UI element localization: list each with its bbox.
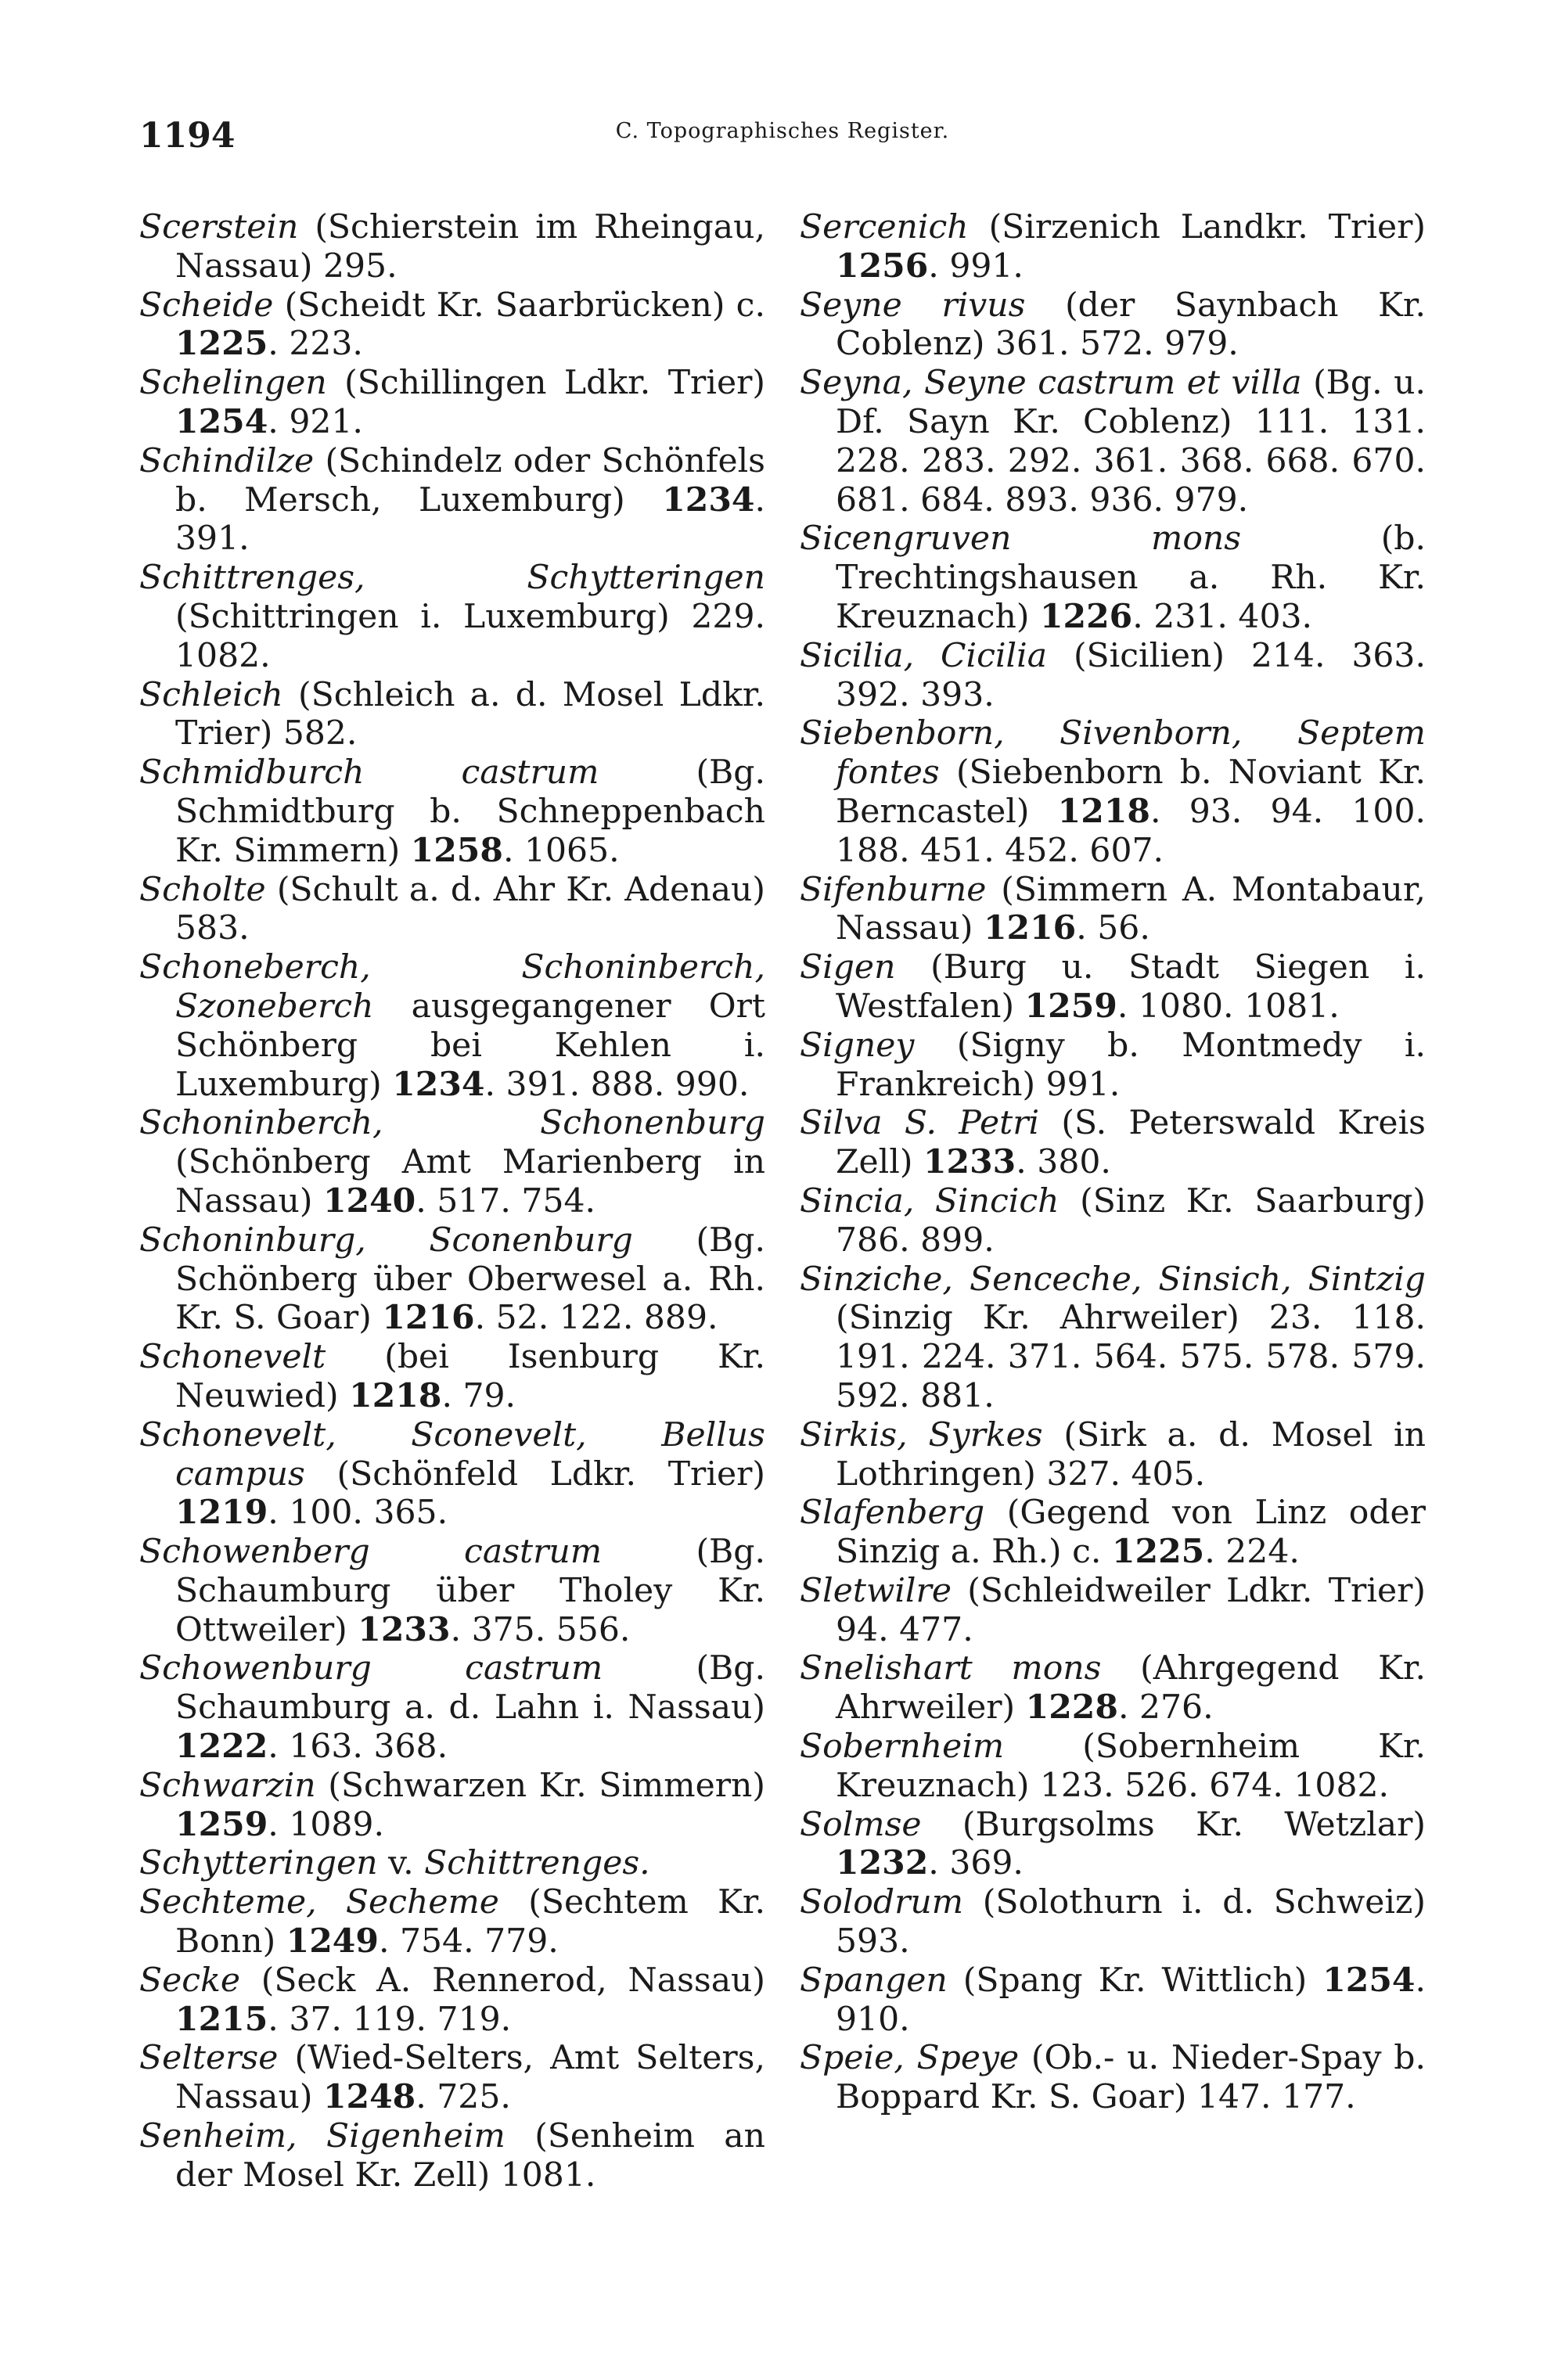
index-entry bbox=[800, 1026, 1426, 1105]
entry-text: (Sobernheim Kr. Kreuznach) 123. 526. 674. 1082. bbox=[836, 1727, 1426, 1805]
entry-text: (Schillingen Ldkr. Trier) bbox=[326, 364, 765, 403]
index-entry bbox=[139, 2039, 765, 2117]
entry-headword: Scerstein bbox=[139, 208, 299, 246]
entry-text: (Seck A. Rennerod, Nassau) bbox=[239, 1961, 765, 2000]
entry-year: 1216 bbox=[382, 1298, 475, 1338]
entry-headword: Schonevelt, Sconevelt, Bellus campus bbox=[139, 1415, 765, 1494]
entry-year: 1240 bbox=[322, 1181, 416, 1221]
entry-text: (Bg. u. Df. Sayn Kr. Coblenz) 111. 131. 228. 283. 292. 361. 368. 668. 670. 681. 684. 893. 936. 979. bbox=[836, 364, 1426, 520]
entry-headword: Schytteringen bbox=[139, 1844, 378, 1883]
index-entry bbox=[800, 714, 1426, 870]
entry-references: . 231. 403. bbox=[1132, 597, 1313, 636]
entry-headword: Sigen bbox=[800, 948, 896, 987]
index-entry bbox=[139, 1883, 765, 1961]
index-entry bbox=[800, 1260, 1426, 1416]
entry-text: (Schönfeld Ldkr. Trier) bbox=[304, 1454, 765, 1494]
entry-year: 1218 bbox=[349, 1375, 442, 1415]
entry-headword: Selterse bbox=[139, 2039, 279, 2078]
entry-text: (S. Peterswald Kreis Zell) bbox=[836, 1104, 1426, 1182]
entry-headword: Speie, Speye bbox=[800, 2039, 1020, 2078]
entry-text: (Signy b. Montmedy i. Frankreich) 991. bbox=[836, 1026, 1426, 1104]
entry-text: (Schindelz oder Schönfels b. Mersch, Luxemburg) bbox=[175, 441, 765, 520]
entry-text: (Gegend von Linz oder Sinzig a. Rh.) c. bbox=[836, 1494, 1426, 1572]
index-entry bbox=[139, 871, 765, 949]
entry-references: . 276. bbox=[1117, 1688, 1214, 1727]
entry-headword: Sifenburne bbox=[800, 870, 987, 909]
index-column-right bbox=[800, 208, 1426, 2117]
entry-references: . 369. bbox=[928, 1844, 1024, 1883]
index-entry bbox=[800, 1883, 1426, 1961]
entry-headword: Sicengruven mons bbox=[800, 520, 1242, 559]
entry-text: (Senheim an der Mosel Kr. Zell) 1081. bbox=[175, 2117, 765, 2195]
index-entry bbox=[800, 948, 1426, 1026]
entry-references: . 391. 888. 990. bbox=[484, 1065, 750, 1104]
entry-year: 1259 bbox=[1024, 986, 1117, 1026]
entry-headword: Sletwilre bbox=[800, 1571, 952, 1610]
index-entry bbox=[800, 871, 1426, 949]
entry-year: 1225 bbox=[175, 324, 268, 364]
entry-text: (Sinz Kr. Saarburg) 786. 899. bbox=[836, 1181, 1426, 1260]
entry-year: 1234 bbox=[392, 1064, 485, 1104]
entry-headword: Senheim, Sigenheim bbox=[139, 2117, 505, 2156]
entry-headword: Solmse bbox=[800, 1805, 922, 1844]
entry-year: 1234 bbox=[662, 480, 755, 520]
index-entry bbox=[139, 753, 765, 870]
entry-text: (Spang Kr. Wittlich) bbox=[947, 1961, 1323, 2000]
index-entry bbox=[139, 676, 765, 754]
entry-text: (Schult a. d. Ahr Kr. Adenau) 583. bbox=[175, 870, 765, 948]
entry-references: . 56. bbox=[1076, 909, 1150, 948]
entry-headword: Sinziche, Senceche, Sinsich, Sintzig bbox=[800, 1260, 1426, 1299]
entry-headword: Schoneberch, Schoninberch, Szoneberch bbox=[139, 948, 765, 1026]
entry-text: (der Saynbach Kr. Coblenz) 361. 572. 979. bbox=[836, 286, 1426, 364]
index-entry bbox=[139, 1844, 765, 1883]
entry-headword: Siebenborn, Sivenborn, Septem fontes bbox=[800, 714, 1426, 793]
entry-references: . 37. 119. 719. bbox=[268, 2000, 512, 2039]
entry-headword: Slafenberg bbox=[800, 1494, 985, 1533]
entry-year: 1233 bbox=[358, 1609, 451, 1649]
index-entry bbox=[139, 559, 765, 675]
index-entry bbox=[800, 1104, 1426, 1182]
index-entry bbox=[139, 948, 765, 1104]
entry-headword: Sobernheim bbox=[800, 1727, 1005, 1767]
entry-text: (Simmern A. Montabaur, Nassau) bbox=[836, 870, 1426, 948]
entry-headword: Seyna, Seyne castrum et villa bbox=[800, 364, 1302, 403]
entry-text: (Burg u. Stadt Siegen i. Westfalen) bbox=[836, 948, 1426, 1026]
entry-headword: Secke bbox=[139, 1961, 240, 2000]
entry-text: (Sirk a. d. Mosel in Lothringen) 327. 405. bbox=[836, 1415, 1426, 1494]
index-column-left bbox=[139, 208, 765, 2195]
index-entry bbox=[800, 1961, 1426, 2040]
entry-text: (Schönberg Amt Marienberg in Nassau) bbox=[175, 1143, 765, 1221]
entry-cross-reference: Schittrenges. bbox=[424, 1844, 650, 1883]
entry-headword: Sirkis, Syrkes bbox=[800, 1415, 1043, 1454]
entry-headword: Schoninburg, Sconenburg bbox=[139, 1221, 633, 1260]
entry-headword: Signey bbox=[800, 1026, 915, 1065]
entry-headword: Schindilze bbox=[139, 441, 315, 480]
entry-text: (Schleich a. d. Mosel Ldkr. Trier) 582. bbox=[175, 675, 765, 753]
entry-headword: Schmidburch castrum bbox=[139, 753, 599, 793]
running-title: C. Topographisches Register. bbox=[615, 119, 950, 143]
entry-text: (Bg. Schönberg über Oberwesel a. Rh. Kr. S. Goar) bbox=[175, 1221, 765, 1338]
entry-year: 1254 bbox=[1322, 1960, 1416, 2000]
entry-headword: Schowenburg castrum bbox=[139, 1649, 603, 1688]
entry-headword: Schoninberch, Schonenburg bbox=[139, 1104, 765, 1143]
entry-year: 1225 bbox=[1111, 1532, 1205, 1572]
entry-references: . 991. bbox=[928, 246, 1024, 286]
index-entry bbox=[139, 364, 765, 442]
entry-text: (Sinzig Kr. Ahrweiler) 23. 118. 191. 224. 371. 564. 575. 578. 579. 592. 881. bbox=[836, 1299, 1426, 1415]
page-number: 1194 bbox=[139, 116, 236, 156]
entry-headword: Silva S. Petri bbox=[800, 1104, 1040, 1143]
entry-headword: Schonevelt bbox=[139, 1338, 326, 1377]
index-entry bbox=[800, 1727, 1426, 1806]
entry-headword: Schleich bbox=[139, 675, 283, 714]
entry-year: 1219 bbox=[175, 1493, 268, 1533]
entry-headword: Seyne rivus bbox=[800, 286, 1026, 325]
entry-headword: Spangen bbox=[800, 1961, 948, 2000]
entry-year: 1215 bbox=[175, 1999, 268, 2039]
entry-text: (Schleidweiler Ldkr. Trier) 94. 477. bbox=[836, 1571, 1426, 1649]
entry-text: (Burgsolms Kr. Wetzlar) bbox=[921, 1805, 1426, 1844]
index-entry bbox=[139, 2117, 765, 2195]
entry-text: (Scheidt Kr. Saarbrücken) c. bbox=[273, 286, 765, 325]
entry-references: . 79. bbox=[441, 1376, 516, 1415]
entry-year: 1218 bbox=[1057, 791, 1150, 831]
index-entry bbox=[139, 1649, 765, 1766]
entry-text: (Ahrgegend Kr. Ahrweiler) bbox=[836, 1649, 1426, 1727]
entry-references: . 224. bbox=[1204, 1533, 1300, 1572]
entry-references: . 163. 368. bbox=[268, 1727, 448, 1767]
index-entry bbox=[800, 1806, 1426, 1884]
entry-text: (Solothurn i. d. Schweiz) 593. bbox=[836, 1883, 1426, 1961]
entry-text: (Sechtem Kr. Bonn) bbox=[175, 1883, 765, 1961]
index-entry bbox=[139, 286, 765, 365]
entry-text: (Siebenborn b. Noviant Kr. Berncastel) bbox=[836, 753, 1426, 831]
index-entry bbox=[139, 442, 765, 559]
index-entry bbox=[139, 1961, 765, 2040]
index-entry bbox=[139, 1416, 765, 1533]
entry-text: (Schittringen i. Luxemburg) 229. 1082. bbox=[175, 597, 765, 675]
entry-year: 1226 bbox=[1039, 596, 1133, 636]
entry-text: (Schwarzen Kr. Simmern) bbox=[315, 1766, 765, 1805]
entry-headword: Sercenich bbox=[800, 208, 969, 246]
entry-references: . 921. bbox=[268, 402, 363, 441]
entry-year: 1232 bbox=[836, 1843, 929, 1883]
entry-references: . 517. 754. bbox=[416, 1181, 596, 1221]
index-entry bbox=[139, 1104, 765, 1221]
index-entry bbox=[800, 1416, 1426, 1494]
entry-year: 1233 bbox=[923, 1142, 1016, 1182]
entry-headword: Sechteme, Secheme bbox=[139, 1883, 499, 1922]
entry-text: (bei Isenburg Kr. Neuwied) bbox=[175, 1338, 765, 1415]
index-entry bbox=[800, 520, 1426, 636]
entry-text: (Bg. Schaumburg a. d. Lahn i. Nassau) bbox=[175, 1649, 765, 1727]
index-entry bbox=[800, 2039, 1426, 2117]
entry-year: 1222 bbox=[175, 1727, 268, 1767]
index-entry bbox=[139, 1221, 765, 1338]
index-entry bbox=[800, 286, 1426, 365]
entry-references: . 375. 556. bbox=[450, 1610, 631, 1649]
entry-year: 1228 bbox=[1025, 1688, 1118, 1727]
entry-text: (Schierstein im Rheingau, Nassau) 295. bbox=[175, 208, 765, 286]
index-entry bbox=[800, 1649, 1426, 1727]
index-entry bbox=[139, 1533, 765, 1649]
entry-year: 1259 bbox=[175, 1804, 268, 1844]
entry-headword: Snelishart mons bbox=[800, 1649, 1102, 1688]
entry-text: v. bbox=[377, 1844, 425, 1883]
entry-text: (Wied-Selters, Amt Selters, Nassau) bbox=[175, 2039, 765, 2117]
entry-references: . 1089. bbox=[268, 1805, 384, 1844]
index-entry bbox=[139, 208, 765, 286]
index-entry bbox=[139, 1767, 765, 1845]
entry-year: 1256 bbox=[836, 246, 929, 286]
entry-text: (Ob.- u. Nieder-Spay b. Boppard Kr. S. Goar) 147. 177. bbox=[836, 2039, 1426, 2117]
entry-headword: Schwarzin bbox=[139, 1766, 316, 1805]
index-entry bbox=[800, 1494, 1426, 1572]
entry-references: . 52. 122. 889. bbox=[474, 1299, 718, 1338]
entry-headword: Sincia, Sincich bbox=[800, 1181, 1060, 1221]
entry-year: 1249 bbox=[286, 1922, 379, 1961]
index-entry bbox=[800, 1182, 1426, 1260]
entry-references: . 391. bbox=[175, 480, 765, 559]
entry-year: 1248 bbox=[322, 2077, 416, 2117]
entry-references: . 1065. bbox=[502, 831, 620, 870]
entry-references: . 1080. 1081. bbox=[1117, 987, 1340, 1026]
entry-headword: Scheide bbox=[139, 286, 274, 325]
index-entry bbox=[800, 637, 1426, 715]
index-entry bbox=[800, 364, 1426, 520]
entry-text: (Sicilien) 214. 363. 392. 393. bbox=[836, 636, 1426, 714]
entry-headword: Solodrum bbox=[800, 1883, 964, 1922]
entry-references: . 93. 94. 100. 188. 451. 452. 607. bbox=[836, 792, 1426, 870]
index-entry bbox=[800, 208, 1426, 286]
entry-headword: Schittrenges, Schytteringen bbox=[139, 559, 765, 598]
entry-headword: Sicilia, Cicilia bbox=[800, 636, 1048, 675]
entry-headword: Schowenberg castrum bbox=[139, 1533, 603, 1572]
entry-year: 1216 bbox=[983, 908, 1077, 948]
entry-year: 1258 bbox=[410, 830, 503, 870]
entry-text: (Bg. Schmidtburg b. Schneppenbach Kr. Simmern) bbox=[175, 753, 765, 870]
entry-references: . 754. 779. bbox=[378, 1922, 559, 1961]
entry-references: . 100. 365. bbox=[268, 1494, 448, 1533]
entry-references: . 380. bbox=[1016, 1143, 1111, 1182]
entry-references: . 223. bbox=[268, 325, 363, 364]
entry-references: . 910. bbox=[836, 1961, 1426, 2039]
entry-headword: Schelingen bbox=[139, 364, 327, 403]
entry-headword: Scholte bbox=[139, 870, 266, 909]
entry-text: (Sirzenich Landkr. Trier) bbox=[968, 208, 1426, 246]
entry-text: ausgegangener Ort Schönberg bei Kehlen i. Luxemburg) bbox=[175, 987, 765, 1104]
entry-year: 1254 bbox=[175, 401, 268, 441]
entry-references: . 725. bbox=[416, 2078, 511, 2117]
index-entry bbox=[139, 1338, 765, 1416]
entry-text: (b. Trechtingshausen a. Rh. Kr. Kreuznach) bbox=[836, 520, 1426, 636]
entry-text: (Bg. Schaumburg über Tholey Kr. Ottweiler) bbox=[175, 1533, 765, 1649]
index-entry bbox=[800, 1572, 1426, 1650]
